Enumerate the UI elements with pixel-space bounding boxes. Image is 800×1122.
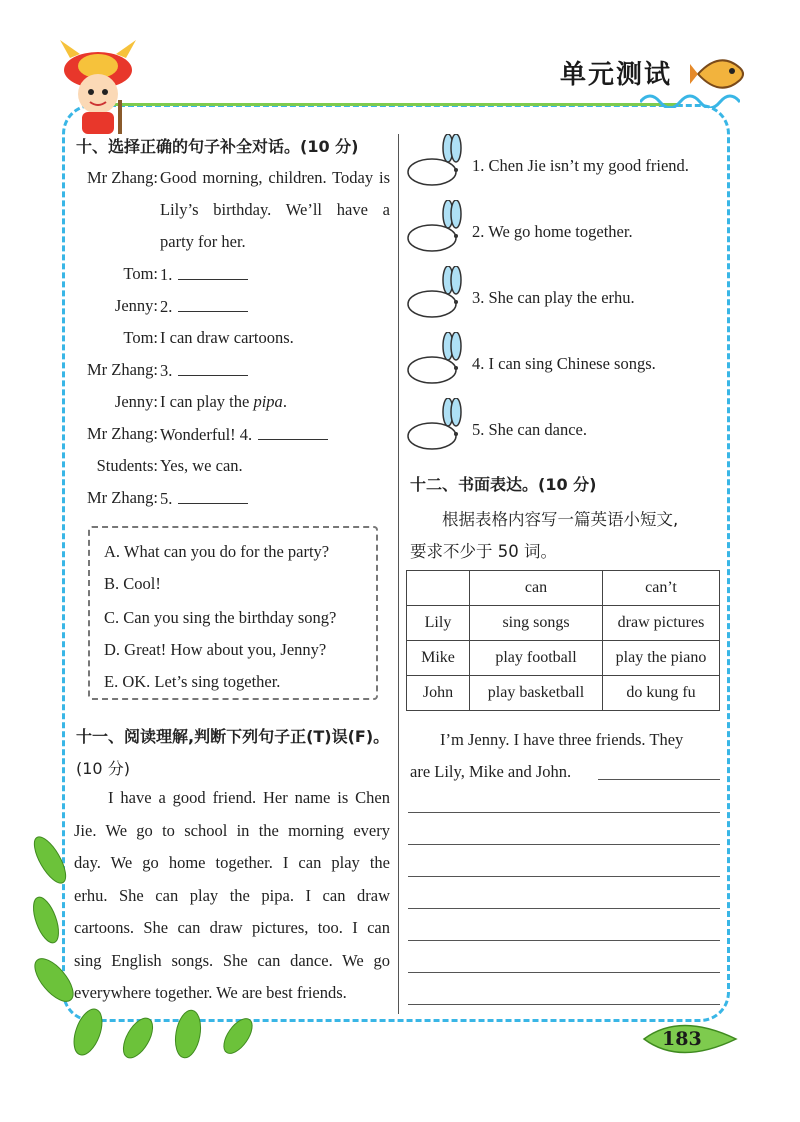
leaf-decoration-icon — [28, 820, 288, 1060]
table-cell: sing songs — [470, 606, 603, 641]
answer-blank[interactable] — [258, 424, 328, 440]
mascot-illustration — [50, 40, 146, 136]
option-a: A. What can you do for the party? — [104, 542, 330, 561]
writing-line[interactable] — [408, 940, 720, 941]
writing-line[interactable] — [598, 779, 720, 780]
punctuation: . — [282, 392, 287, 411]
rabbit-answer-icon[interactable] — [404, 398, 468, 450]
speaker: Mr Zhang: — [86, 424, 158, 443]
rabbit-answer-icon[interactable] — [404, 332, 468, 384]
speaker: Tom: — [123, 264, 158, 283]
writing-line[interactable] — [408, 908, 720, 909]
dialogue-line — [160, 488, 248, 509]
table-cell: play the piano — [603, 641, 720, 676]
passage-line: Jie. We go to school in the morning every — [74, 820, 390, 840]
option-d: D. Great! How about you, Jenny? — [104, 640, 327, 659]
dialogue-text: I can draw cartoons. — [160, 328, 294, 347]
writing-line[interactable] — [408, 972, 720, 973]
dialogue-line — [160, 296, 248, 317]
writing-line[interactable] — [408, 876, 720, 877]
dialogue-text: Good morning, children. Today is — [160, 168, 390, 187]
table-header-cell — [407, 571, 470, 606]
dialogue-text: I can play the — [160, 392, 254, 411]
table-header-row — [407, 571, 720, 606]
blank-number: 5. — [160, 489, 173, 508]
passage-line: I have a good friend. Her name is Chen — [108, 788, 390, 807]
table-row — [407, 641, 720, 676]
instruction-line: 要求不少于 50 词。 — [410, 542, 557, 561]
italic-word: pipa — [253, 392, 283, 411]
blank-number: 2. — [160, 297, 173, 316]
top-rule — [100, 103, 680, 106]
dialogue-line — [160, 392, 287, 412]
speaker: Jenny: — [114, 392, 158, 411]
table-cell: draw pictures — [603, 606, 720, 641]
speaker: Jenny: — [114, 296, 158, 315]
passage-line: cartoons. She can draw pictures, too. I can — [74, 918, 390, 937]
section11-score: (10 分) — [76, 759, 130, 778]
answer-blank[interactable] — [178, 488, 248, 504]
passage-line: sing English songs. She can dance. We go — [74, 950, 390, 970]
starter-sentence: I’m Jenny. I have three friends. They — [440, 730, 684, 749]
page-number: 183 — [662, 1028, 702, 1050]
rabbit-answer-icon[interactable] — [404, 266, 468, 318]
dialogue-text: Lily’s birthday. We’ll have a — [160, 200, 390, 219]
section11-heading: 十一、阅读理解,判断下列句子正(T)误(F)。 — [76, 727, 390, 746]
table-cell: Lily — [407, 606, 470, 641]
section12-heading: 十二、书面表达。(10 分) — [410, 475, 597, 494]
table-cell: Mike — [407, 641, 470, 676]
option-e: E. OK. Let’s sing together. — [104, 672, 281, 691]
passage-line: erhu. She can play the pipa. I can draw — [74, 885, 390, 905]
table-cell: John — [407, 676, 470, 711]
table-header-cell: can’t — [603, 571, 720, 606]
blank-number: 3. — [160, 361, 173, 380]
writing-line[interactable] — [408, 812, 720, 813]
passage-line: day. We go home together. I can play the — [74, 853, 390, 872]
tf-statement: 5. She can dance. — [472, 420, 587, 439]
rabbit-answer-icon[interactable] — [404, 134, 468, 186]
blank-number: Wonderful! 4. — [160, 425, 253, 444]
answer-blank[interactable] — [178, 264, 248, 280]
tf-statement: 2. We go home together. — [472, 222, 633, 241]
table-row — [407, 676, 720, 711]
table-row — [407, 606, 720, 641]
blank-number: 1. — [160, 265, 173, 284]
answer-blank[interactable] — [178, 360, 248, 376]
option-b: B. Cool! — [104, 574, 161, 593]
dialogue-line — [160, 424, 328, 445]
speaker: Tom: — [123, 328, 158, 347]
speaker: Students: — [96, 456, 158, 475]
info-table — [406, 570, 720, 711]
starter-sentence: are Lily, Mike and John. — [410, 762, 572, 781]
dialogue-text: party for her. — [160, 232, 246, 251]
option-c: C. Can you sing the birthday song? — [104, 608, 337, 627]
instruction-line: 根据表格内容写一篇英语小短文, — [442, 510, 679, 529]
tf-statement: 1. Chen Jie isn’t my good friend. — [472, 156, 689, 175]
section10-heading: 十、选择正确的句子补全对话。(10 分) — [76, 137, 359, 156]
dialogue-line — [160, 264, 248, 285]
column-divider — [398, 134, 399, 1014]
wave-icon — [640, 88, 740, 108]
speaker: Mr Zhang: — [86, 168, 158, 187]
writing-line[interactable] — [408, 1004, 720, 1005]
unit-test-title: 单元测试 — [560, 60, 673, 90]
dialogue-line — [160, 360, 248, 381]
table-header-cell: can — [470, 571, 603, 606]
speaker: Mr Zhang: — [86, 360, 158, 379]
options-box — [88, 526, 378, 700]
tf-statement: 4. I can sing Chinese songs. — [472, 354, 656, 373]
table-cell: play basketball — [470, 676, 603, 711]
answer-blank[interactable] — [178, 296, 248, 312]
tf-statement: 3. She can play the erhu. — [472, 288, 635, 307]
passage-line: everywhere together. We are best friends. — [74, 983, 347, 1002]
speaker: Mr Zhang: — [86, 488, 158, 507]
writing-line[interactable] — [408, 844, 720, 845]
rabbit-answer-icon[interactable] — [404, 200, 468, 252]
dialogue-text: Yes, we can. — [160, 456, 243, 475]
table-cell: play football — [470, 641, 603, 676]
table-cell: do kung fu — [603, 676, 720, 711]
